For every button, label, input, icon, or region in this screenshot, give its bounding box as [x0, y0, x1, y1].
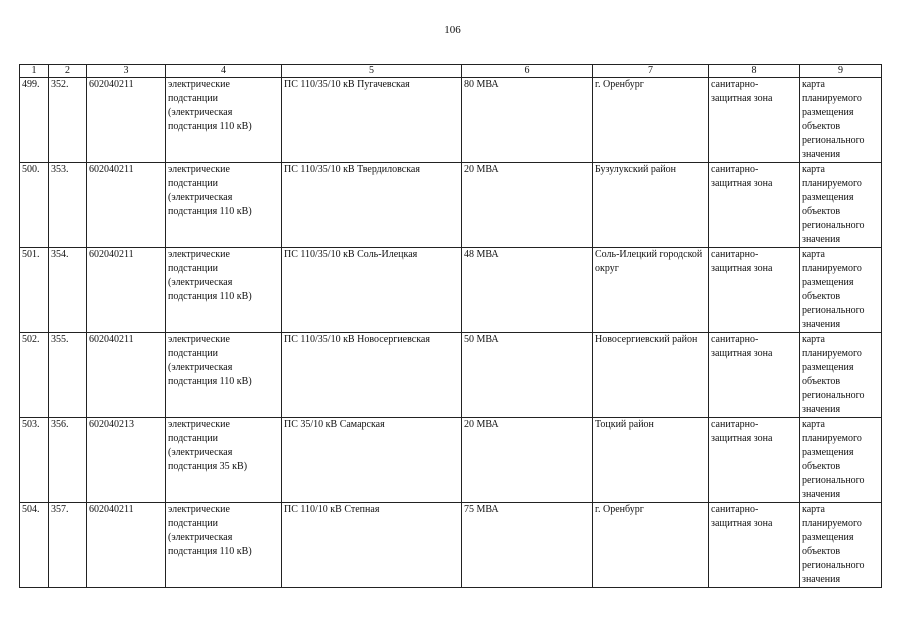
cell-object-type: электрические подстанции (электрическая подстанция 110 кВ) — [166, 333, 282, 418]
header-row — [20, 65, 882, 78]
table-row — [20, 78, 882, 163]
cell-capacity: 50 МВА — [462, 333, 593, 418]
cell-object-type: электрические подстанции (электрическая подстанция 110 кВ) — [166, 503, 282, 588]
cell-code: 602040211 — [87, 163, 166, 248]
cell-code: 602040211 — [87, 248, 166, 333]
cell-capacity: 48 МВА — [462, 248, 593, 333]
cell-object-name: ПС 110/35/10 кВ Соль-Илецкая — [282, 248, 462, 333]
column-header: 2 — [49, 65, 87, 78]
column-header: 7 — [593, 65, 709, 78]
cell-map: карта планируемого размещения объектов регионального значения — [800, 503, 882, 588]
cell-location: Бузулукский район — [593, 163, 709, 248]
cell-object-name: ПС 110/35/10 кВ Твердиловская — [282, 163, 462, 248]
cell-row-number: 503. — [20, 418, 49, 503]
cell-code: 602040211 — [87, 503, 166, 588]
cell-object-name: ПС 110/35/10 кВ Пугачевская — [282, 78, 462, 163]
column-header: 8 — [709, 65, 800, 78]
cell-location: Новосергиевский район — [593, 333, 709, 418]
cell-sub-number: 356. — [49, 418, 87, 503]
cell-map: карта планируемого размещения объектов регионального значения — [800, 78, 882, 163]
cell-map: карта планируемого размещения объектов регионального значения — [800, 418, 882, 503]
page-number: 106 — [444, 24, 461, 36]
cell-capacity: 20 МВА — [462, 163, 593, 248]
cell-zone: санитарно-защитная зона — [709, 248, 800, 333]
cell-object-name: ПС 110/10 кВ Степная — [282, 503, 462, 588]
cell-zone: санитарно-защитная зона — [709, 333, 800, 418]
table-row — [20, 418, 882, 503]
cell-location: г. Оренбург — [593, 78, 709, 163]
column-header: 5 — [282, 65, 462, 78]
cell-zone: санитарно-защитная зона — [709, 78, 800, 163]
cell-object-type: электрические подстанции (электрическая подстанция 110 кВ) — [166, 78, 282, 163]
cell-object-type: электрические подстанции (электрическая подстанция 110 кВ) — [166, 248, 282, 333]
cell-object-name: ПС 110/35/10 кВ Новосергиевская — [282, 333, 462, 418]
cell-sub-number: 355. — [49, 333, 87, 418]
cell-zone: санитарно-защитная зона — [709, 418, 800, 503]
cell-object-type: электрические подстанции (электрическая подстанция 35 кВ) — [166, 418, 282, 503]
cell-zone: санитарно-защитная зона — [709, 503, 800, 588]
cell-location: Тоцкий район — [593, 418, 709, 503]
table-row — [20, 163, 882, 248]
cell-capacity: 80 МВА — [462, 78, 593, 163]
cell-code: 602040213 — [87, 418, 166, 503]
cell-row-number: 499. — [20, 78, 49, 163]
cell-code: 602040211 — [87, 333, 166, 418]
registry-table — [19, 64, 882, 588]
table-row — [20, 333, 882, 418]
column-header: 6 — [462, 65, 593, 78]
column-header: 3 — [87, 65, 166, 78]
cell-code: 602040211 — [87, 78, 166, 163]
cell-sub-number: 352. — [49, 78, 87, 163]
cell-map: карта планируемого размещения объектов регионального значения — [800, 333, 882, 418]
cell-row-number: 504. — [20, 503, 49, 588]
cell-capacity: 20 МВА — [462, 418, 593, 503]
table-row — [20, 248, 882, 333]
table-row — [20, 503, 882, 588]
cell-capacity: 75 МВА — [462, 503, 593, 588]
cell-sub-number: 357. — [49, 503, 87, 588]
column-header: 9 — [800, 65, 882, 78]
cell-sub-number: 354. — [49, 248, 87, 333]
cell-map: карта планируемого размещения объектов регионального значения — [800, 163, 882, 248]
cell-location: г. Оренбург — [593, 503, 709, 588]
cell-object-type: электрические подстанции (электрическая подстанция 110 кВ) — [166, 163, 282, 248]
column-header: 4 — [166, 65, 282, 78]
cell-row-number: 500. — [20, 163, 49, 248]
cell-object-name: ПС 35/10 кВ Самарская — [282, 418, 462, 503]
cell-sub-number: 353. — [49, 163, 87, 248]
cell-location: Соль-Илецкий городской округ — [593, 248, 709, 333]
column-header: 1 — [20, 65, 49, 78]
cell-row-number: 502. — [20, 333, 49, 418]
cell-row-number: 501. — [20, 248, 49, 333]
cell-map: карта планируемого размещения объектов регионального значения — [800, 248, 882, 333]
cell-zone: санитарно-защитная зона — [709, 163, 800, 248]
